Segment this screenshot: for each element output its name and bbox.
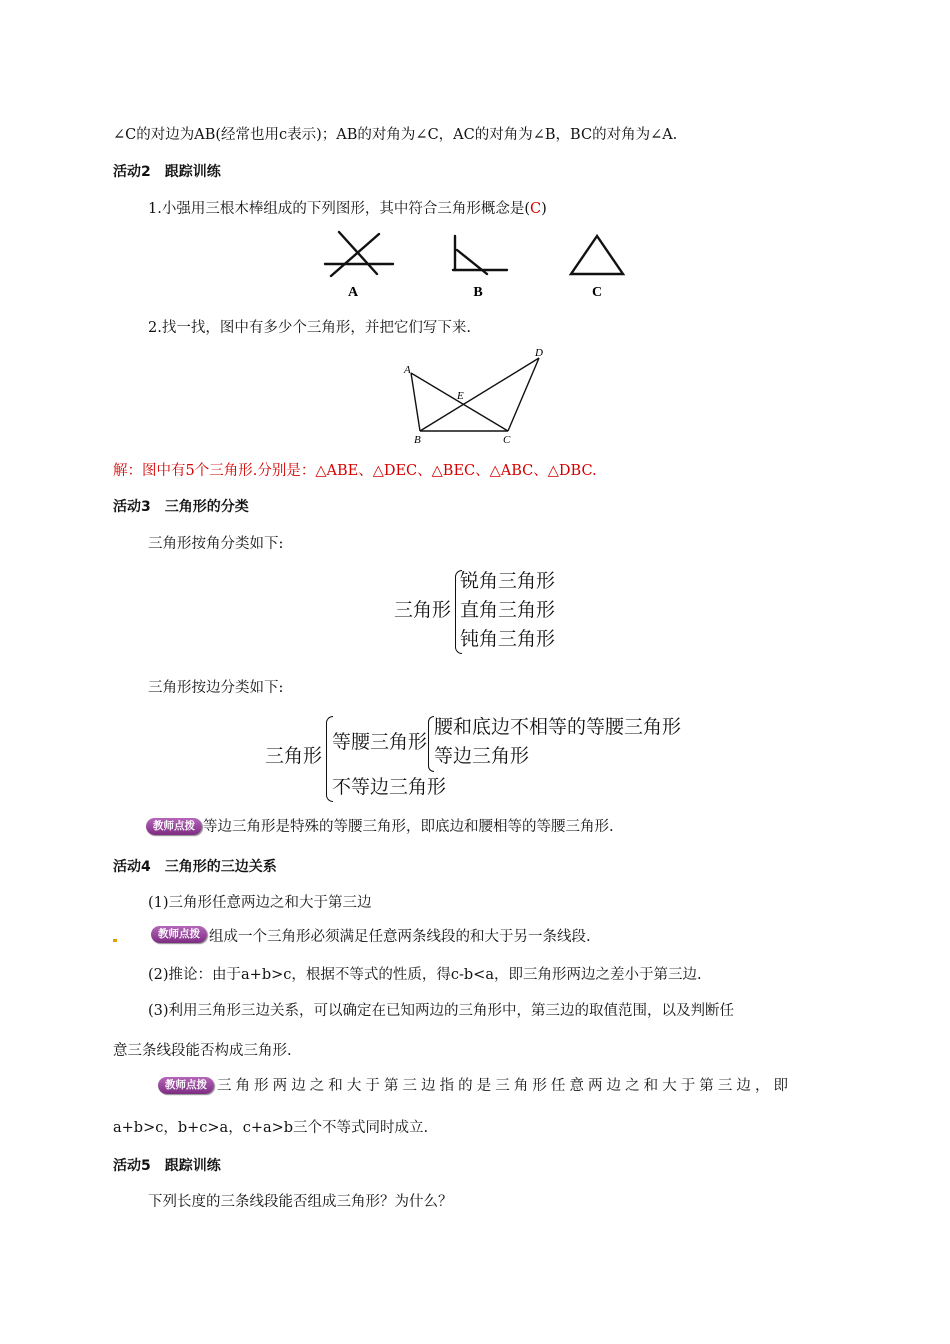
point-label-b: B <box>414 434 421 446</box>
decorative-mark <box>113 939 117 942</box>
side-class-isosceles-non-equal: 腰和底边不相等的等腰三角形 <box>434 716 682 738</box>
angle-class-obtuse: 钝角三角形 <box>460 628 556 650</box>
triangle-figure-abcde <box>395 346 555 446</box>
practice-question: 下列长度的三条线段能否组成三角形？为什么？ <box>148 1194 453 1210</box>
heading-activity-3: 活动3 三角形的分类 <box>113 499 249 515</box>
tip-segment-condition: 组成一个三角形必须满足任意两条线段的和大于另一条线段. <box>209 929 591 945</box>
heading-activity-2: 活动2 跟踪训练 <box>113 164 221 180</box>
tip-equilateral: 等边三角形是特殊的等腰三角形，即底边和腰相等的等腰三角形. <box>203 819 614 835</box>
point-label-d: D <box>535 347 543 359</box>
question-1 <box>148 199 547 219</box>
angle-class-acute: 锐角三角形 <box>460 570 556 592</box>
side-class-root: 三角形 <box>265 745 323 767</box>
side-class-scalene: 不等边三角形 <box>332 776 447 798</box>
option-label-b: B <box>473 285 483 300</box>
question-1-close: ) <box>541 201 547 217</box>
text-line-opposite-sides: ∠C的对边为AB(经常也用c表示)；AB的对角为∠C，AC的对角为∠B，BC的对角为∠A. <box>113 127 678 143</box>
solution-text: 解：图中有5个三角形.分别是：△ABE、△DEC、△BEC、△ABC、△DBC. <box>113 463 597 479</box>
point-3-text-line2: 意三条线段能否构成三角形. <box>113 1043 292 1059</box>
angle-class-root: 三角形 <box>394 599 452 621</box>
question-1-text: 1.小强用三根木棒组成的下列图形，其中符合三角形概念是( <box>148 201 530 217</box>
heading-activity-5: 活动5 跟踪训练 <box>113 1158 221 1174</box>
side-classification-intro: 三角形按边分类如下: <box>148 680 284 696</box>
heading-activity-4: 活动4 三角形的三边关系 <box>113 859 277 875</box>
side-class-isosceles: 等腰三角形 <box>332 731 428 753</box>
point-2-text: (2)推论：由于a+b>c，根据不等式的性质，得c-b<a，即三角形两边之差小于第三边. <box>148 967 702 983</box>
question-1-answer: C <box>530 201 542 217</box>
angle-class-right: 直角三角形 <box>460 599 556 621</box>
point-1-text: (1)三角形任意两边之和大于第三边 <box>148 895 372 911</box>
point-label-a: A <box>404 364 411 376</box>
side-class-equilateral: 等边三角形 <box>434 745 530 767</box>
option-label-a: A <box>347 285 359 300</box>
question-2: 2.找一找，图中有多少个三角形，并把它们写下来. <box>148 320 471 336</box>
tip-three-inequalities-line2: a+b>c，b+c>a，c+a>b三个不等式同时成立. <box>113 1120 429 1136</box>
teacher-tip-badge: 教师点拨 <box>146 818 202 835</box>
point-3-text-line1: (3)利用三角形三边关系，可以确定在已知两边的三角形中，第三边的取值范围，以及判断任 <box>148 1003 735 1019</box>
point-label-c: C <box>503 434 511 446</box>
teacher-tip-badge: 教师点拨 <box>151 926 207 943</box>
option-label-c: C <box>591 285 603 300</box>
point-label-e: E <box>457 390 464 402</box>
stick-figures-options <box>315 228 645 300</box>
angle-classification-intro: 三角形按角分类如下: <box>148 536 284 552</box>
tip-three-inequalities-line1: 三角形两边之和大于第三边指的是三角形任意两边之和大于第三边，即 <box>217 1078 793 1094</box>
teacher-tip-badge: 教师点拨 <box>158 1077 214 1094</box>
